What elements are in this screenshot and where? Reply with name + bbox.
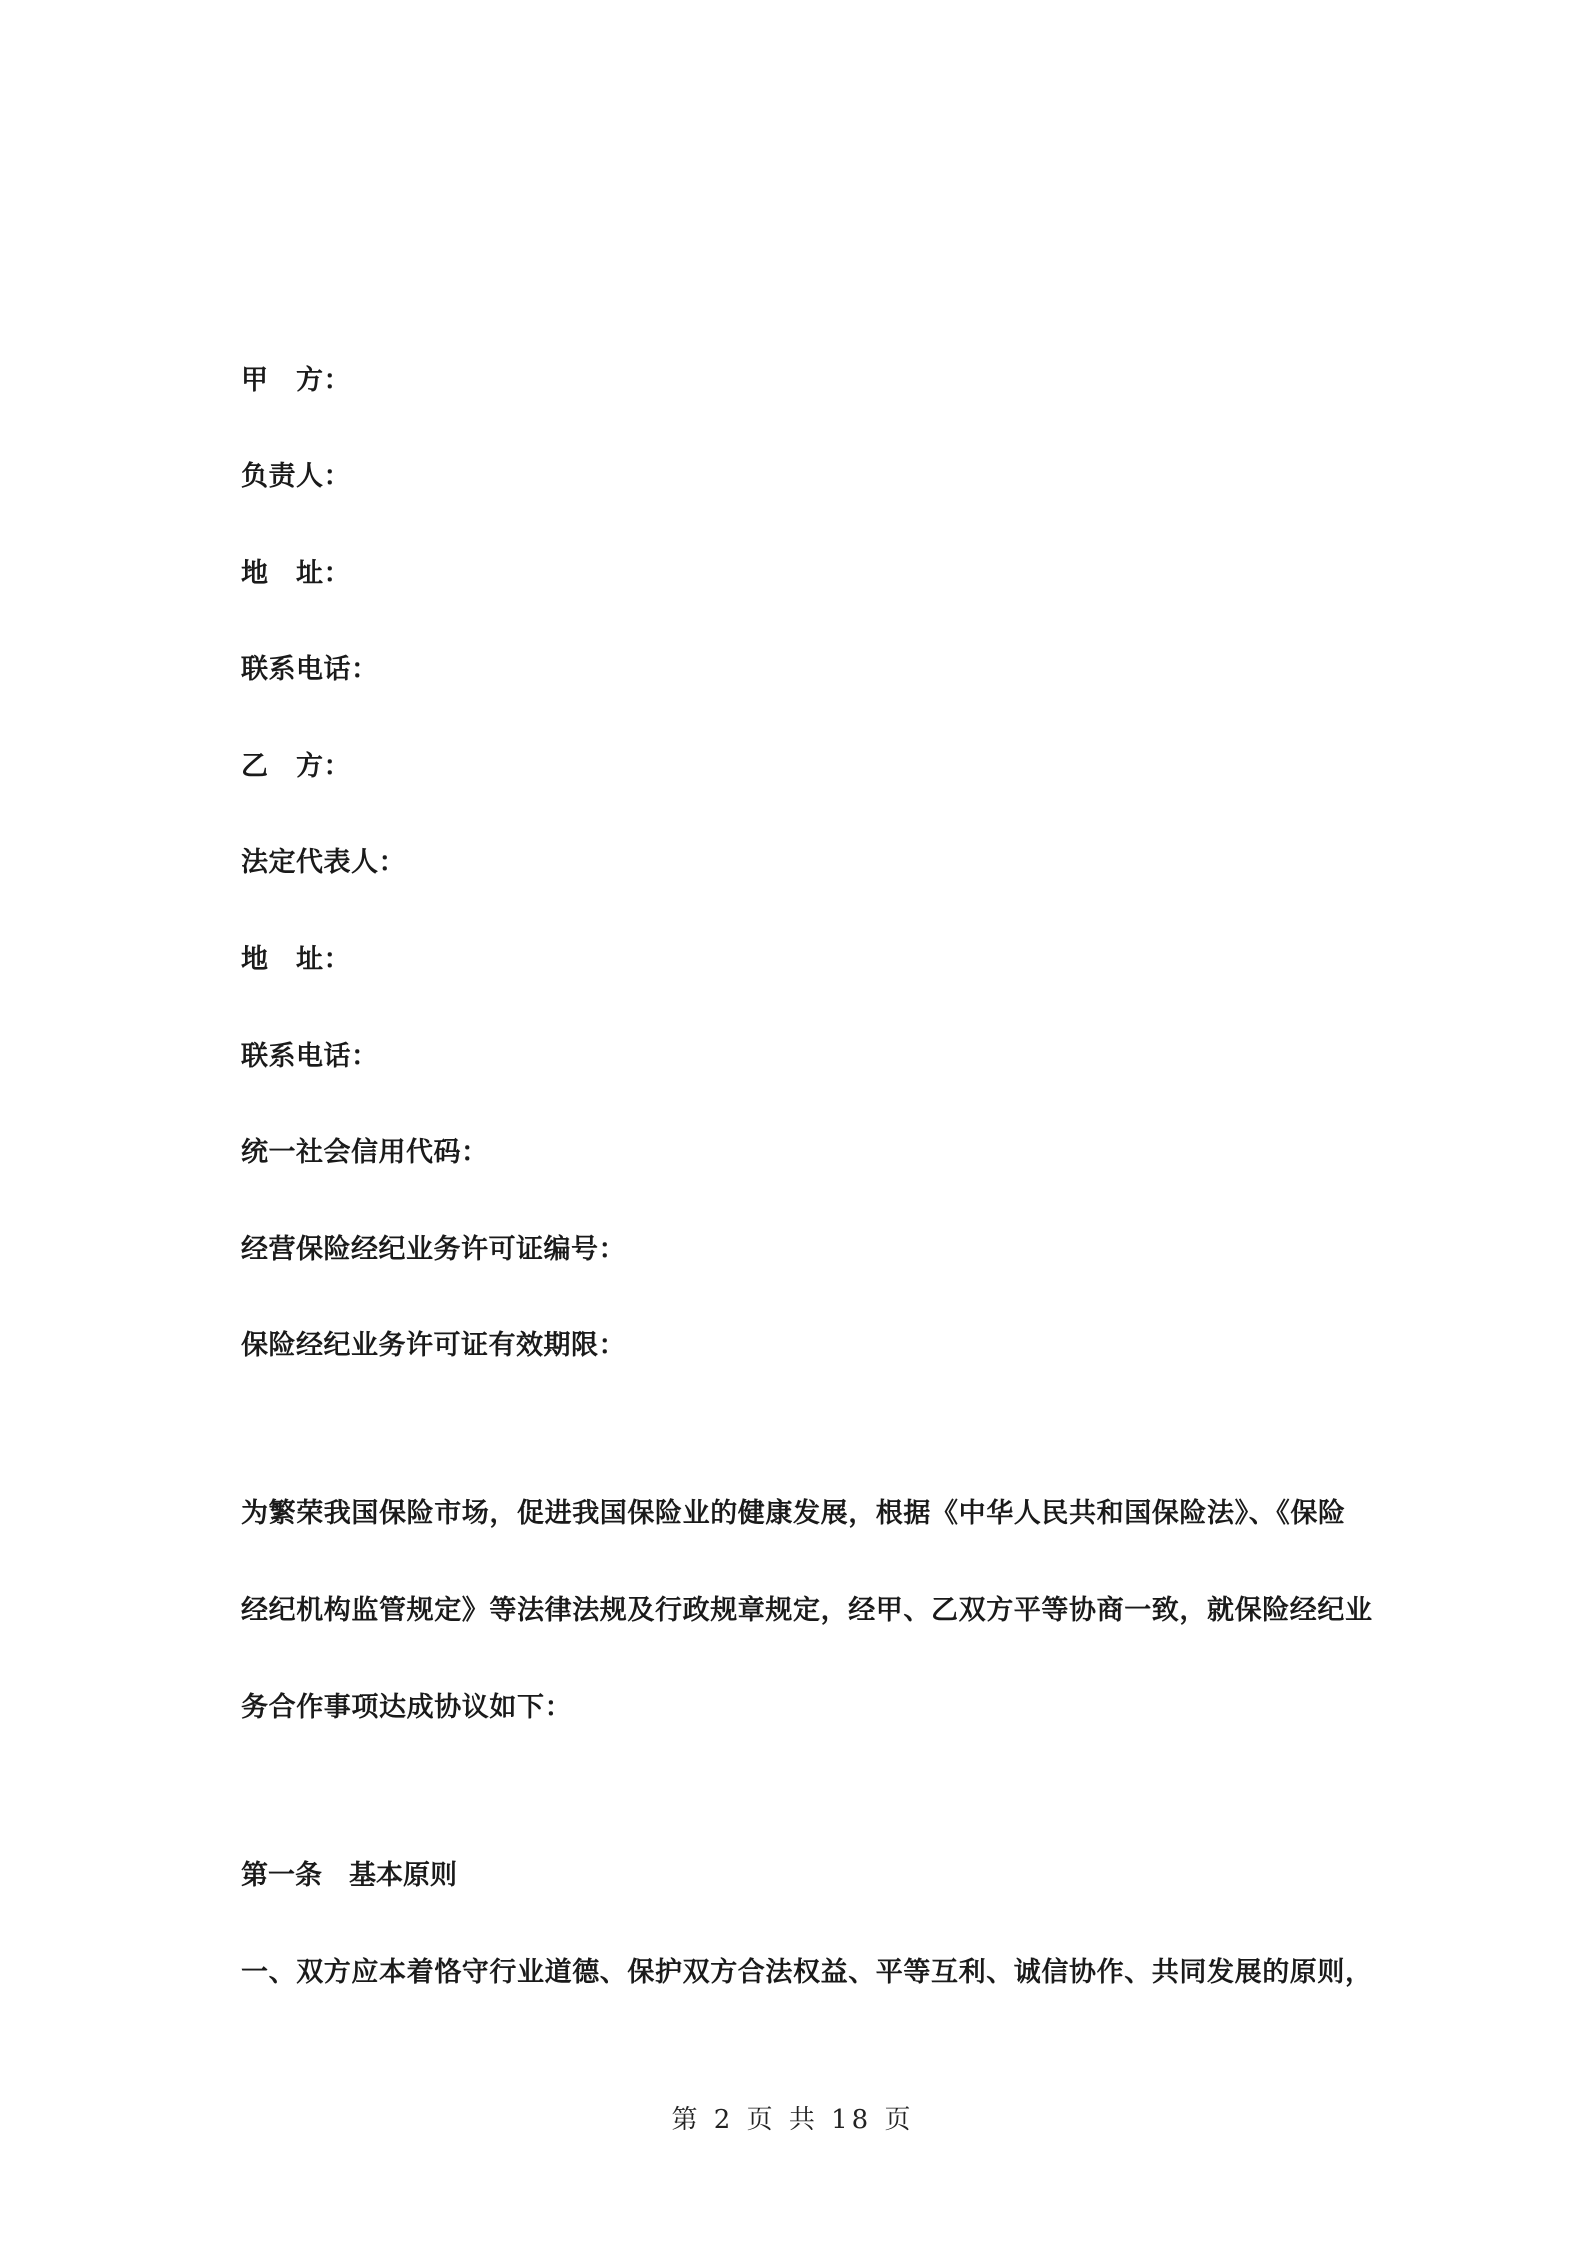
credit-code-label: 统一社会信用代码：	[241, 1137, 489, 1168]
party-a-responsible-person-label: 负责人：	[241, 461, 351, 492]
license-validity-label: 保险经纪业务许可证有效期限：	[241, 1330, 626, 1361]
article-1-item-1: 一、双方应本着恪守行业道德、保护双方合法权益、平等互利、诚信协作、共同发展的原则，	[241, 1957, 1373, 1988]
license-number-label: 经营保险经纪业务许可证编号：	[241, 1234, 626, 1265]
page-number-footer: 第 2 页 共 18 页	[671, 2105, 915, 2135]
party-b-address-label: 地 址：	[241, 944, 351, 975]
party-b-legal-representative-label: 法定代表人：	[241, 847, 406, 878]
party-b-phone-label: 联系电话：	[241, 1041, 379, 1072]
preamble-line-1: 为繁荣我国保险市场，促进我国保险业的健康发展，根据《中华人民共和国保险法》、《保险	[241, 1498, 1346, 1529]
article-1-heading: 第一条 基本原则	[241, 1860, 457, 1891]
preamble-line-3: 务合作事项达成协议如下：	[241, 1692, 573, 1723]
preamble-line-2: 经纪机构监管规定》等法律法规及行政规章规定，经甲、乙双方平等协商一致，就保险经纪业	[241, 1595, 1373, 1626]
party-a-phone-label: 联系电话：	[241, 654, 379, 685]
party-a-label: 甲 方：	[241, 365, 351, 396]
party-b-label: 乙 方：	[241, 751, 351, 782]
party-a-address-label: 地 址：	[241, 558, 351, 589]
